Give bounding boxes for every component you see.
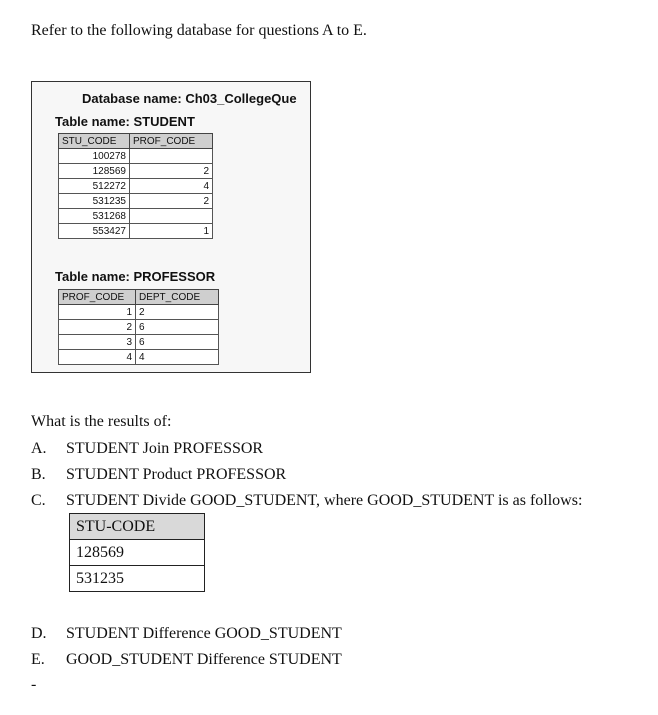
intro-text: Refer to the following database for questions A to E. bbox=[31, 22, 367, 39]
professor-header-prof-code: PROF_CODE bbox=[59, 290, 136, 305]
professor-table-title: Table name: PROFESSOR bbox=[55, 269, 216, 284]
option-letter: A. bbox=[31, 440, 47, 457]
table-row bbox=[59, 350, 219, 365]
table-cell: 4 bbox=[130, 179, 213, 194]
table-cell: 4 bbox=[136, 350, 219, 365]
option-text: STUDENT Divide GOOD_STUDENT, where GOOD_STUDENT is as follows: bbox=[66, 492, 583, 509]
option-letter: C. bbox=[31, 492, 46, 509]
table-row bbox=[59, 224, 213, 239]
option-text: STUDENT Product PROFESSOR bbox=[66, 466, 287, 483]
table-cell: 3 bbox=[59, 335, 136, 350]
table-cell: 2 bbox=[130, 194, 213, 209]
table-cell: 1 bbox=[59, 305, 136, 320]
table-row bbox=[59, 164, 213, 179]
option-letter: E. bbox=[31, 651, 45, 668]
good-student-table bbox=[69, 513, 205, 592]
professor-table bbox=[58, 289, 219, 365]
table-cell: 512272 bbox=[59, 179, 130, 194]
table-row bbox=[59, 179, 213, 194]
database-scan-image bbox=[31, 81, 311, 373]
table-cell: 128569 bbox=[70, 540, 205, 566]
table-cell bbox=[130, 149, 213, 164]
option-a bbox=[31, 440, 263, 458]
table-cell: 6 bbox=[136, 320, 219, 335]
table-cell: 2 bbox=[59, 320, 136, 335]
table-cell: 100278 bbox=[59, 149, 130, 164]
student-header-prof-code: PROF_CODE bbox=[130, 134, 213, 149]
option-e bbox=[31, 651, 342, 669]
table-cell: 531235 bbox=[70, 566, 205, 592]
table-cell: 2 bbox=[130, 164, 213, 179]
option-letter: B. bbox=[31, 466, 46, 483]
table-cell: 2 bbox=[136, 305, 219, 320]
question-text: What is the results of: bbox=[31, 413, 172, 430]
table-cell: 553427 bbox=[59, 224, 130, 239]
table-cell: 531268 bbox=[59, 209, 130, 224]
table-row bbox=[59, 149, 213, 164]
option-b bbox=[31, 466, 286, 484]
option-text: STUDENT Difference GOOD_STUDENT bbox=[66, 625, 342, 642]
good-student-header: STU-CODE bbox=[70, 514, 205, 540]
database-name: Database name: Ch03_CollegeQue bbox=[82, 91, 297, 106]
table-row bbox=[59, 194, 213, 209]
professor-header-dept-code: DEPT_CODE bbox=[136, 290, 219, 305]
table-row bbox=[70, 540, 205, 566]
option-d bbox=[31, 625, 342, 643]
table-row bbox=[70, 566, 205, 592]
table-cell: 6 bbox=[136, 335, 219, 350]
option-text: STUDENT Join PROFESSOR bbox=[66, 440, 264, 457]
table-row bbox=[59, 335, 219, 350]
table-cell: 128569 bbox=[59, 164, 130, 179]
student-table-title: Table name: STUDENT bbox=[55, 114, 195, 129]
table-cell bbox=[130, 209, 213, 224]
table-cell: 1 bbox=[130, 224, 213, 239]
table-row bbox=[59, 320, 219, 335]
option-text: GOOD_STUDENT Difference STUDENT bbox=[66, 651, 342, 668]
option-c bbox=[31, 492, 582, 510]
student-table bbox=[58, 133, 213, 239]
trailing-mark: - bbox=[31, 676, 37, 693]
option-letter: D. bbox=[31, 625, 47, 642]
table-cell: 4 bbox=[59, 350, 136, 365]
student-header-stu-code: STU_CODE bbox=[59, 134, 130, 149]
table-cell: 531235 bbox=[59, 194, 130, 209]
table-row bbox=[59, 305, 219, 320]
table-row bbox=[59, 209, 213, 224]
